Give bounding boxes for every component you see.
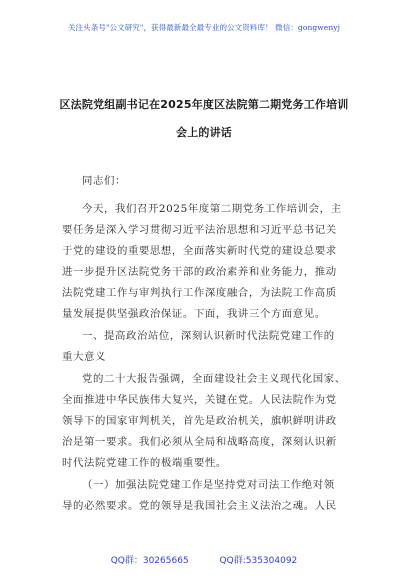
document-title-line-2: 会上的讲话 (176, 126, 232, 139)
footer-qq-group-2: QQ群:535304092 (219, 556, 298, 566)
section-heading-line: 重大意义 (62, 351, 106, 363)
body-line: 法院党建工作与审判执行工作深度融合，为法院工作高质 (62, 287, 337, 299)
body-line: 进一步提升区法院党务干部的政治素养和业务能力，推动 (62, 266, 337, 278)
section-heading-line: 一、提高政治站位，深刻认识新时代法院党建工作的 (82, 330, 335, 342)
body-line: 治是第一要求。我们必须从全局和战略高度，深刻认识新 (62, 436, 337, 448)
body-line: 全面推进中华民族伟大复兴，关键在党。人民法院作为党 (62, 394, 337, 406)
footer-contact (0, 553, 408, 566)
body-line: 党的二十大报告强调，全面建设社会主义现代化国家、 (82, 373, 346, 385)
body-line: 要任务是深入学习贯彻习近平法治思想和习近平总书记关 (62, 224, 337, 236)
subsection-line: （一）加强法院党建工作是坚持党对司法工作绝对领 (82, 479, 335, 491)
body-line: 量发展提供坚强政治保证。下面，我讲三个方面意见。 (62, 308, 326, 320)
body-line: 今天，我们召开2025年度第二期党务工作培训会，主 (82, 203, 342, 215)
document-title-line-1: 区法院党组副书记在2025年度区法院第二期党务工作培训 (59, 98, 349, 111)
body-line: 导的必然要求。党的领导是我国社会主义法治之魂。人民 (62, 500, 337, 512)
header-promo-note: 关注头条号"公文研究"，获得最新最全最专业的公文资料库！ 微信：gongwenyj (67, 23, 341, 32)
body-line: 于党的建设的重要思想，全面落实新时代党的建设总要求 (62, 245, 337, 257)
footer-qq-group-1: QQ群：30265665 (110, 556, 189, 566)
body-line: 时代法院党建工作的极端重要性。 (62, 457, 227, 469)
body-line: 领导下的国家审判机关，首先是政治机关，旗帜鲜明讲政 (62, 415, 337, 427)
salutation: 同志们： (82, 175, 126, 187)
